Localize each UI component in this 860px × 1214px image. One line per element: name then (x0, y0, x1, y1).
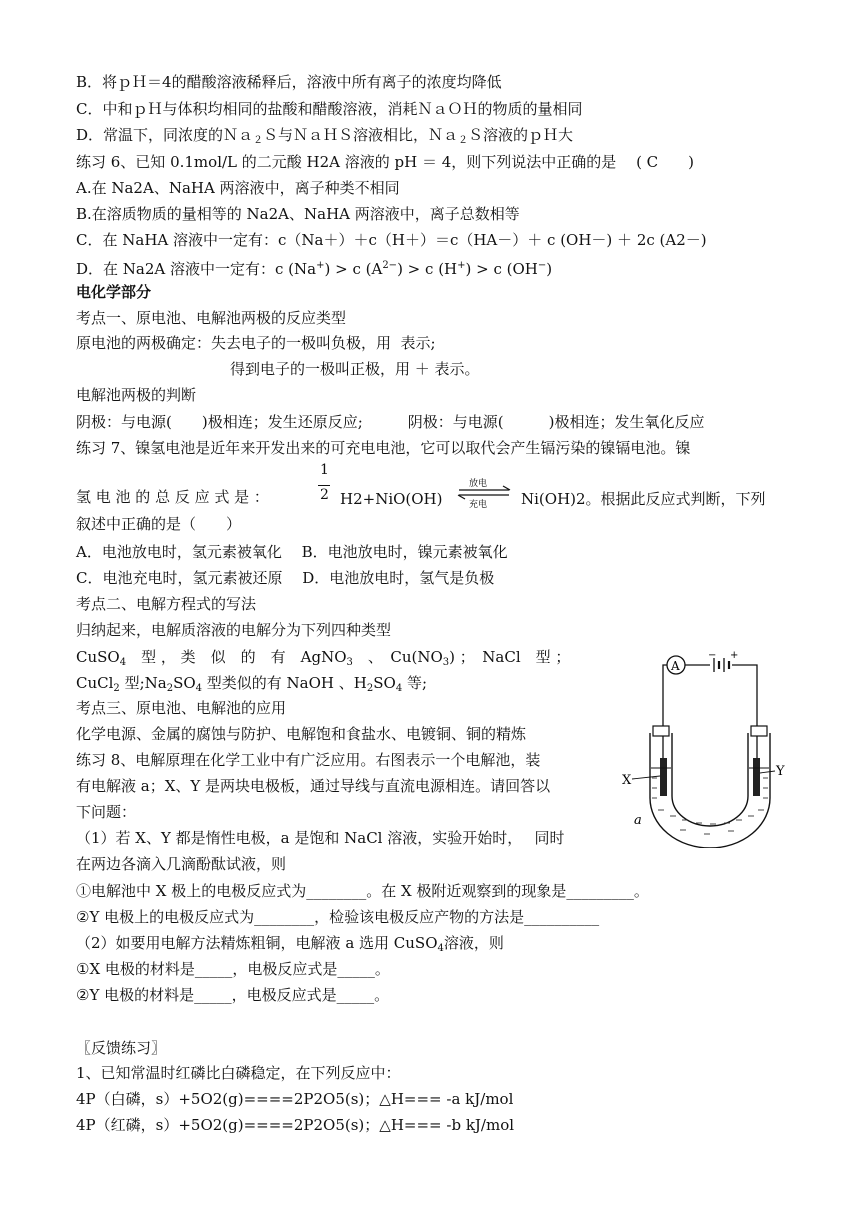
feedback-heading: 〖反馈练习〗 (76, 1039, 167, 1057)
option-c-line: C．中和ｐＨ与体积均相同的盐酸和醋酸溶液，消耗ＮａＯＨ的物质的量相同 (76, 100, 583, 118)
left-stopper (653, 726, 669, 736)
exercise-7-options-cd: C．电池充电时，氢元素被还原 D．电池放电时，氢气是负极 (76, 569, 495, 587)
electrode-x (660, 758, 667, 796)
electrolysis-cell-diagram (620, 648, 790, 848)
feedback-reaction-white-p: 4P（白磷，s）+5O2(g)====2P2O5(s)；△H=== -a kJ/mol (76, 1090, 514, 1108)
exercise-8-q3: ①X 电极的材料是_____，电极反应式是_____。 (76, 960, 390, 978)
exercise-7-products: Ni(OH)2。根据此反应式判断，下列 (521, 490, 766, 508)
exercise-8-part-1: （1）若 X、Y 都是惰性电极，a 是饱和 NaCl 溶液，实验开始时， 同时 (76, 829, 565, 847)
exercise-8-intro-3: 下问题： (76, 803, 137, 821)
exercise-6-option-b: B.在溶质物质的量相等的 Na2A、NaHA 两溶液中，离子总数相等 (76, 205, 520, 223)
topic-1-heading: 考点一、原电池、电解池两极的反应类型 (76, 309, 347, 327)
label-x: X (622, 773, 632, 788)
exercise-8-intro-1: 练习 8、电解原理在化学工业中有广泛应用。右图表示一个电解池，装 (76, 751, 541, 769)
discharge-label: 放电 (469, 479, 488, 489)
u-tube-outer (650, 733, 770, 848)
exercise-8-part-2: （2）如要用电解方法精炼粗铜，电解液 a 选用 CuSO$_4$溶液，则 (76, 934, 504, 954)
u-tube-inner (672, 733, 748, 826)
exercise-6-option-a: A.在 Na2A、NaHA 两溶液中，离子种类不相同 (76, 179, 400, 197)
electrolysis-types-line-1: CuSO$_4$ 型 ， 类 似 的 有 AgNO$_3$ 、 $Cu(NO_3)$ ； NaCl 型 ； (76, 648, 571, 668)
exercise-7-reaction-lead: 氢 电 池 的 总 反 应 式 是 ： (76, 488, 269, 506)
right-stopper (751, 726, 767, 736)
exercise-6-question: 练习 6、已知 0.1mol/L 的二元酸 H2A 溶液的 pH ＝ 4，则下列说法中正确的是 ( C ) (76, 153, 695, 171)
charge-label: 充电 (469, 500, 488, 510)
fraction-denominator: 2 (320, 487, 329, 503)
electrolysis-types-intro: 归纳起来，电解质溶液的电解分为下列四种类型 (76, 621, 392, 639)
exercise-8-part-1-cont: 在两边各滴入几滴酚酞试液，则 (76, 855, 287, 873)
feedback-reaction-red-p: 4P（红磷，s）+5O2(g)====2P2O5(s)；△H=== -b kJ/mol (76, 1116, 515, 1134)
exercise-8-q4: ②Y 电极的材料是_____，电极反应式是_____。 (76, 986, 390, 1004)
galvanic-cell-poles-line: 原电池的两极确定：失去电子的一极叫负极，用 表示; (76, 334, 436, 352)
exercise-8-intro-2: 有电解液 a；X、Y 是两块电极板，通过导线与直流电源相连。请回答以 (76, 777, 551, 795)
electrolysis-poles-heading: 电解池两极的判断 (76, 386, 197, 404)
exercise-7-options-ab: A．电池放电时，氢元素被氧化 B．电池放电时，镍元素被氧化 (76, 543, 508, 561)
fraction-numerator: 1 (320, 462, 329, 478)
galvanic-cell-positive-line: 得到电子的一极叫正极，用 ＋ 表示。 (230, 360, 480, 378)
label-y: Y (776, 764, 785, 779)
electrode-y (753, 758, 760, 796)
topic-2-heading: 考点二、电解方程式的写法 (76, 595, 257, 613)
electrolysis-types-line-2: CuCl$_2$ 型$;Na_2SO_4$ 型类似的有 NaOH 、$H_2SO_4$ 等; (76, 674, 428, 694)
exercise-7-reactants: H2+NiO(OH) (340, 490, 443, 508)
feedback-q1-intro: 1、已知常温时红磷比白磷稳定，在下列反应中： (76, 1064, 401, 1082)
option-d-line: D．常温下，同浓度的Ｎａ$_2$Ｓ与ＮａＨＳ溶液相比，Ｎａ$_2$Ｓ溶液的ｐＨ大 (76, 126, 574, 146)
exercise-8-q1: ①电解池中 X 极上的电极反应式为________。在 X 极附近观察到的现象是_________。 (76, 882, 649, 900)
battery-positive-sign: + (730, 650, 739, 661)
label-a: a (634, 813, 642, 828)
battery-negative-sign: − (708, 650, 717, 661)
fraction-bar (318, 485, 330, 486)
topic-3-heading: 考点三、原电池、电解池的应用 (76, 699, 287, 717)
option-b-line: B．将ｐＨ＝4的醋酸溶液稀释后，溶液中所有离子的浓度均降低 (76, 73, 502, 91)
section-heading-electrochemistry: 电化学部分 (76, 283, 152, 301)
applications-line: 化学电源、金属的腐蚀与防护、电解饱和食盐水、电镀铜、铜的精炼 (76, 725, 527, 743)
exercise-6-option-c: C．在 NaHA 溶液中一定有：c（Na＋）＋c（H＋）＝c（HA－）＋ c (OH－) ＋ 2c (A2－) (76, 231, 707, 249)
ammeter-label: A (671, 659, 680, 673)
reversible-arrow-icon (455, 474, 515, 510)
exercise-6-option-d: D．在 Na2A 溶液中一定有：c (Na+) > c $(A^{2-}) > c$ (H+) > c (OH−) (76, 260, 553, 278)
exercise-7-intro: 练习 7、镍氢电池是近年来开发出来的可充电电池，它可以取代会产生镉污染的镍镉电池。镍 (76, 439, 691, 457)
exercise-8-q2: ②Y 电极上的电极反应式为________，检验该电极反应产物的方法是__________ (76, 908, 600, 926)
electrolysis-poles-line: 阴极：与电源( )极相连；发生还原反应; 阴极：与电源( )极相连；发生氧化反应 (76, 413, 705, 431)
exercise-7-prompt: 叙述中正确的是（ ） (76, 515, 242, 533)
